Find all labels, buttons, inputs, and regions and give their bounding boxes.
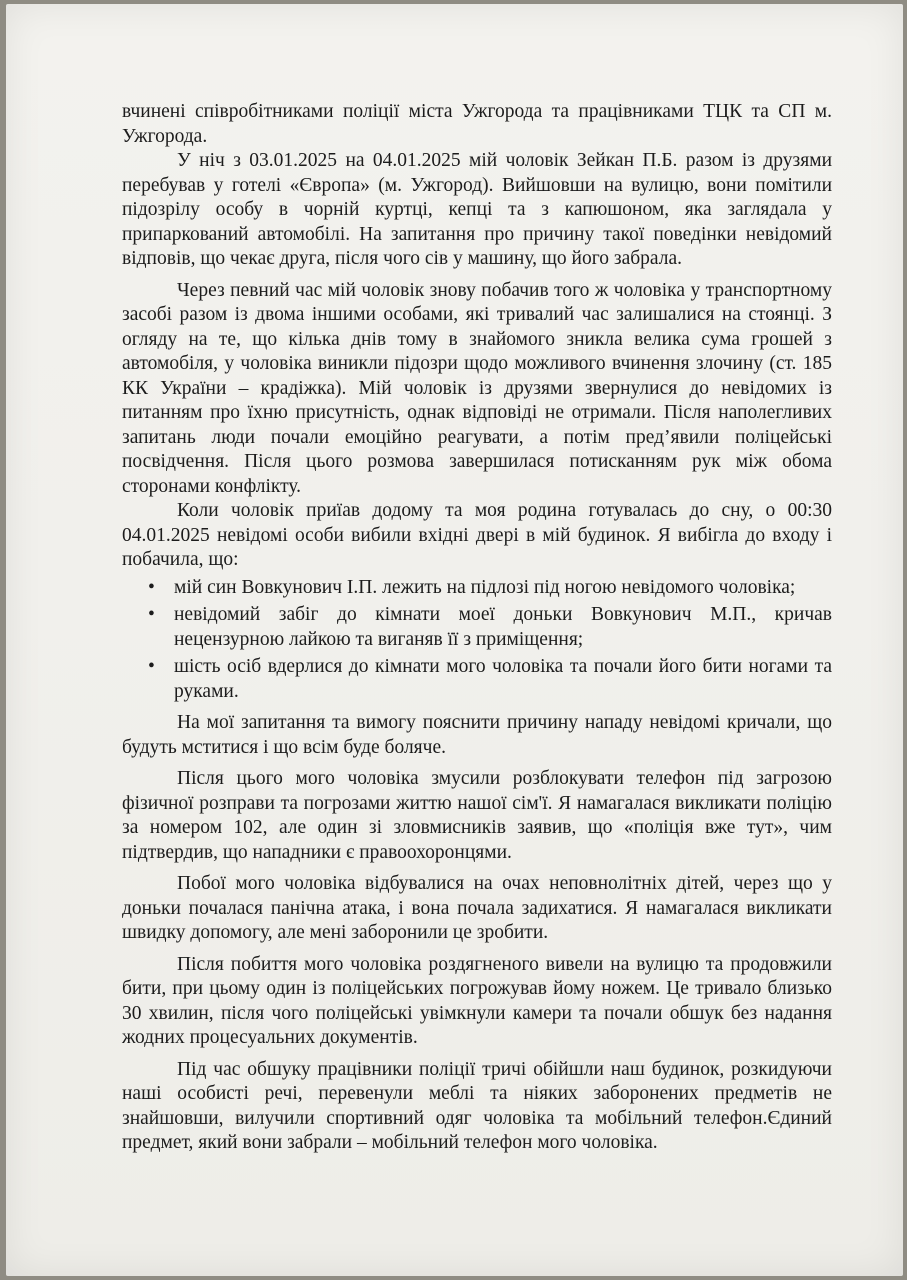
bullet-marker: • [148,604,155,625]
bullet-marker: • [148,656,155,677]
list-item [122,576,832,601]
bullet-marker: • [148,576,155,598]
list-item [122,655,832,704]
document-page [6,4,903,1276]
paragraph-parking-encounter: Через певний час мій чоловік знову побачив того ж чоловіка у транспортному засобі разом із двома іншими особами, які тривалий час залишалися на стоянці. З огляду на те, що кілька днів тому в знайомого зникла велика сума грошей з автомобіля, у чоловіка виникли підозри щодо можливого вчинення злочину (ст. 185 КК України – крадіжка). Мій чоловік із друзями звернулися до невідомих із питанням про їхню присутність, однак відповіді не отримали. Після наполегливих запитань люди почали емоційно реагувати, а потім пред’явили поліцейські посвідчення. Після цього розмова завершилася потисканням рук між обома сторонами конфлікту. [122,279,832,497]
paragraph-home-break-in: Коли чоловік приїав додому та моя родина готувалась до сну, о 00:30 04.01.2025 невідомі особи вибили вхідні двері в мій будинок. Я вибігла до входу і побачила, що: [122,500,832,570]
paragraph-phone-unlock: Після цього мого чоловіка змусили розблокувати телефон під загрозою фізичної розправи та погрозами життю нашої сім'ї. Я намагалася викликати поліцію за номером 102, але один зі зловмисників заявив, що «поліція вже тут», чим підтвердив, що нападники є правоохоронцями. [122,768,832,863]
document-body [122,100,832,1156]
list-item-text: невідомий забіг до кімнати моеї доньки Вовкунович М.П., кричав нецензурною лайкою та виганяв її з приміщення; [174,604,832,650]
paragraph-children-witness: Побої мого чоловіка відбувалися на очах неповнолітніх дітей, через що у доньки почалася панічна атака, і вона почала задихатися. Я намагалася викликати швидку допомогу, але мені заборонили це зробити. [122,873,832,943]
paragraph-beating-outside: Після побиття мого чоловіка роздягненого вивели на вулицю та продовжили бити, при цьому один із поліцейських погрожував йому ножем. Це тривало близько 30 хвилин, після чого поліцейські увімкнули камери та почали обшук без надання жодних процесуальних документів. [122,953,832,1048]
paragraph-hotel-incident: У ніч з 03.01.2025 на 04.01.2025 мій чоловік Зейкан П.Б. разом із друзями перебував у готелі «Європа» (м. Ужгород). Вийшовши на вулицю, вони помітили підозрілу особу в чорній куртці, кепці та з капюшоном, яка заглядала у припаркований автомобілі. На запитання про причину такої поведінки невідомий відповів, що чекає друга, після чого сів у машину, що його забрала. [122,150,832,269]
list-item-text: мій син Вовкунович І.П. лежить на підлозі під ногою невідомого чоловіка; [174,576,796,598]
bullet-list [122,576,832,705]
paragraph-threats: На мої запитання та вимогу пояснити причину нападу невідомі кричали, що будуть мститися і що всім буде боляче. [122,712,832,758]
list-item [122,603,832,652]
paragraph-search: Під час обшуку працівники поліції тричі обійшли наш будинок, розкидуючи наші особисті речі, перевенули меблі та ніяких заборонених предметів не знайшовши, вилучили спортивний одяг чоловіка та мобільний телефон.Єдиний предмет, який вони забрали – мобільний телефон мого чоловіка. [122,1058,832,1153]
list-item-text: шість осіб вдерлися до кімнати мого чоловіка та почали його бити ногами та руками. [174,656,832,702]
paragraph-intro-continuation: вчинені співробітниками поліції міста Ужгорода та працівниками ТЦК та СП м. Ужгорода. [122,101,832,147]
